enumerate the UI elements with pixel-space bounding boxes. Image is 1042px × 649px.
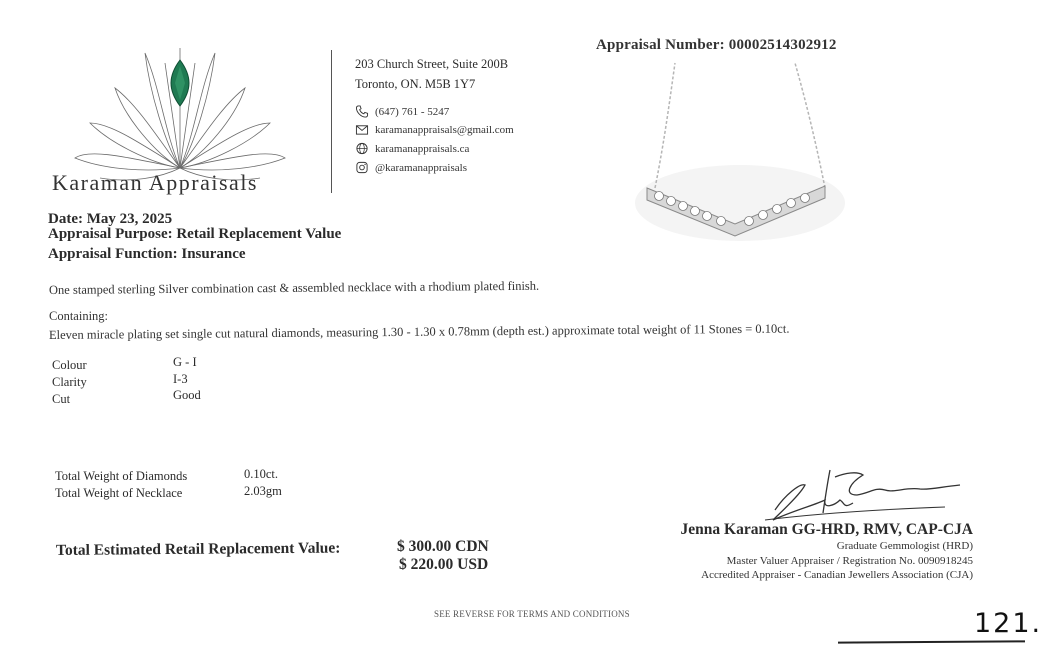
header-divider [331,50,332,193]
description-line-3: Eleven miracle plating set single cut natural diamonds, measuring 1.30 - 1.30 x 0.78mm (depth est.) approximate total weight of 11 Stones = 0.10ct. [48,321,790,342]
page-mark-underline [838,640,1025,643]
appraisal-number: Appraisal Number: 00002514302912 [596,37,837,53]
total-weight-necklace-value: 2.03gm [244,484,282,498]
contact-website [355,142,469,155]
instagram-icon [355,161,369,174]
spec-value-cut: Good [173,388,201,402]
appraisal-function: Appraisal Function: Insurance [48,246,246,262]
contact-phone [355,105,449,118]
spec-value-clarity: I-3 [173,372,188,386]
instagram-text: @karamanappraisals [375,161,467,174]
necklace-photo [625,58,855,248]
globe-icon [355,142,369,155]
description-line-2: Containing: [49,309,109,323]
total-weight-necklace-label: Total Weight of Necklace [55,486,183,500]
brand-name: Karaman Appraisals [52,170,258,195]
total-weight-diamonds-label: Total Weight of Diamonds [55,469,188,483]
spec-label-clarity: Clarity [52,375,87,389]
phone-icon [355,105,369,118]
email-text: karamanappraisals@gmail.com [375,123,514,136]
contact-instagram [355,161,467,174]
appraisal-purpose: Appraisal Purpose: Retail Replacement Value [48,226,342,242]
spec-value-colour: G - I [173,355,197,369]
retail-value-cdn: $ 300.00 CDN [397,538,489,555]
appraiser-name: Jenna Karaman GG-HRD, RMV, CAP-CJA [680,521,973,538]
description-line-1: One stamped sterling Silver combination cast & assembled necklace with a rhodium plated finish. [48,278,540,297]
spec-label-colour: Colour [52,358,87,372]
address-line-1: 203 Church Street, Suite 200B [355,57,509,71]
address-line-2: Toronto, ON. M5B 1Y7 [355,77,476,91]
spec-label-cut: Cut [52,392,71,406]
retail-value-usd: $ 220.00 USD [399,556,489,573]
total-weight-diamonds-value: 0.10ct. [244,467,279,481]
appraiser-credential-1: Graduate Gemmologist (HRD) [836,540,973,552]
retail-value-label: Total Estimated Retail Replacement Value: [55,539,341,559]
appraisal-date: Date: May 23, 2025 [48,211,173,227]
footer-terms-note: SEE REVERSE FOR TERMS AND CONDITIONS [434,609,630,619]
signature-image [745,465,965,525]
appraiser-credential-3: Accredited Appraiser - Canadian Jewellers Association (CJA) [701,569,973,581]
appraiser-credential-2: Master Valuer Appraiser / Registration No. 0090918245 [726,555,973,567]
mail-icon [355,123,369,136]
contact-email [355,123,514,136]
website-text: karamanappraisals.ca [375,142,470,155]
handwritten-page-number: 121. [974,608,1042,639]
phone-text: (647) 761 - 5247 [375,105,450,118]
